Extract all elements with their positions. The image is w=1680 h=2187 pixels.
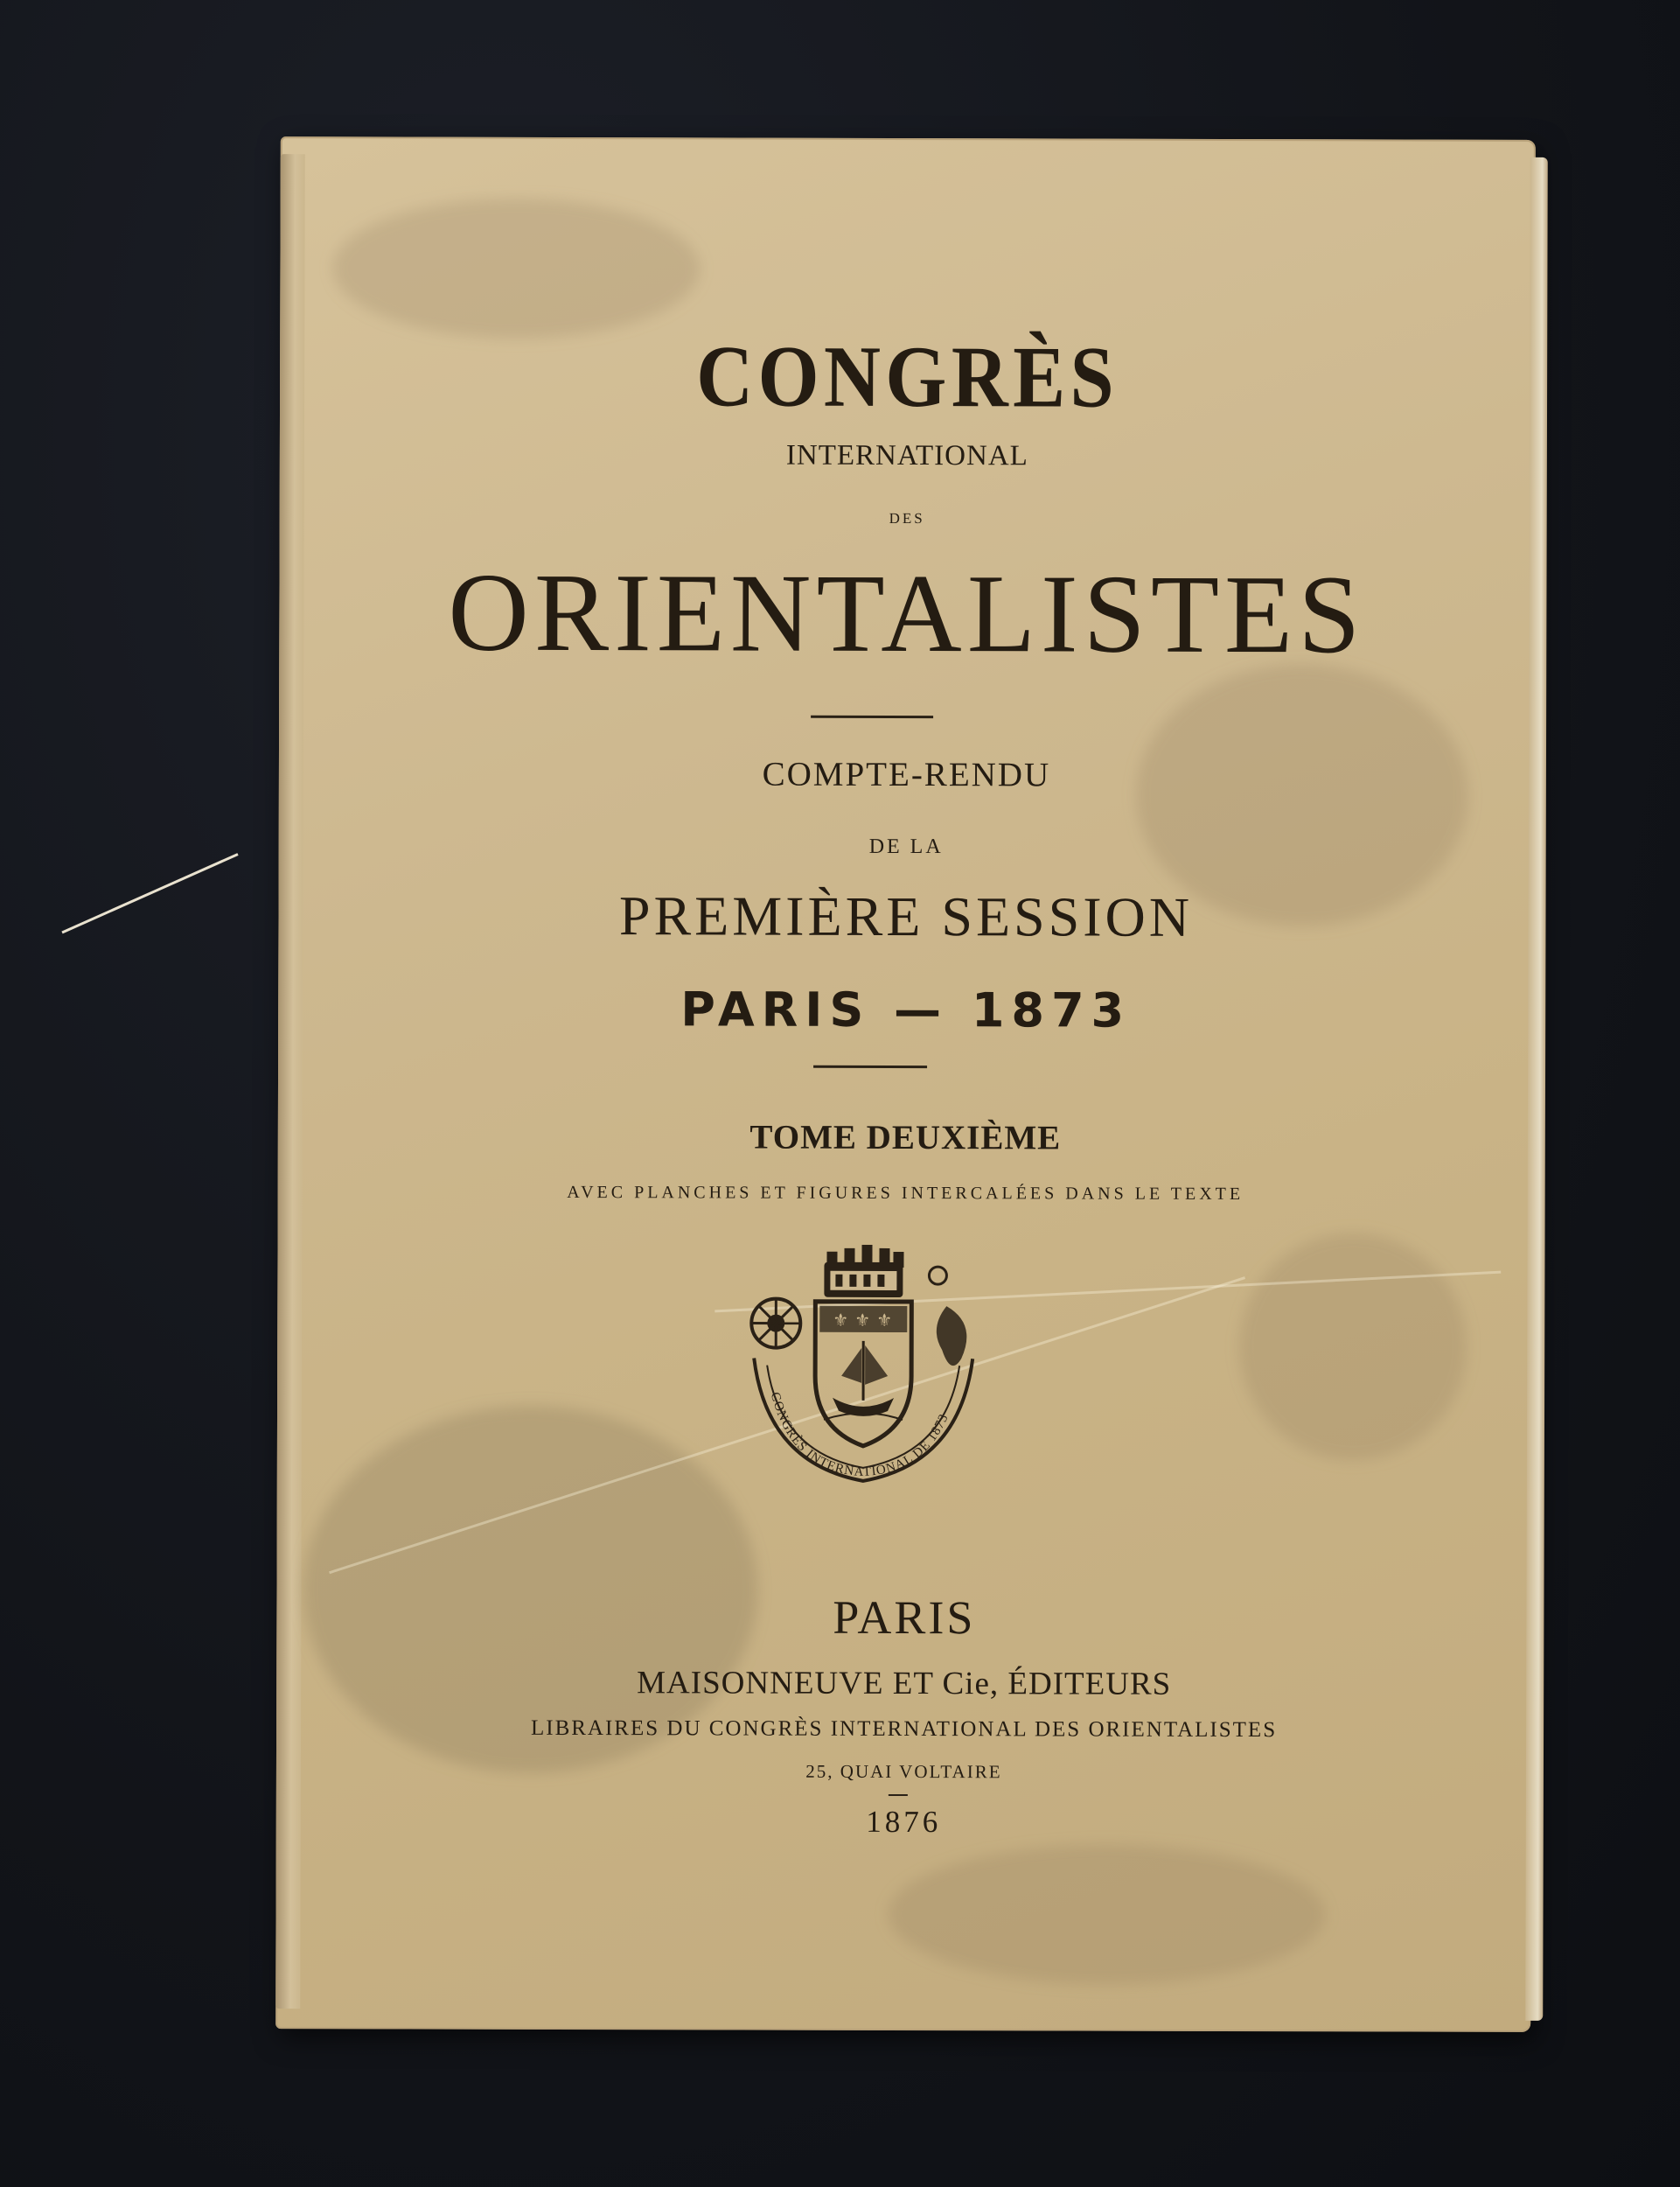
svg-text:CONGRÈS INTERNATIONAL DE 1873 (767, 1391, 952, 1480)
imprint-year: 1876 (866, 1804, 942, 1840)
volume-label: TOME DEUXIÈME (749, 1118, 1062, 1157)
divider-rule (889, 1794, 908, 1796)
title-congres: CONGRÈS (696, 327, 1119, 426)
imprint-libraires: LIBRAIRES DU CONGRÈS INTERNATIONAL DES ORIENTALISTES (530, 1715, 1278, 1743)
imprint-city: PARIS (833, 1590, 976, 1645)
divider-rule (813, 1066, 927, 1068)
congress-emblem-icon (732, 1244, 995, 1507)
title-des: DES (889, 509, 925, 528)
svg-text:⚜: ⚜ (854, 1309, 871, 1331)
volume-note: AVEC PLANCHES ET FIGURES INTERCALÉES DANS LE TEXTE (567, 1182, 1244, 1205)
subtitle-de-la: DE LA (868, 835, 944, 859)
booklet-cover (275, 136, 1536, 2032)
emblem-ribbon-text: CONGRÈS INTERNATIONAL DE 1873 (767, 1390, 952, 1479)
subtitle-premiere-session: PREMIÈRE SESSION (618, 884, 1194, 948)
imprint-address: 25, QUAI VOLTAIRE (805, 1760, 1002, 1783)
subtitle-compte-rendu: COMPTE-RENDU (762, 755, 1051, 794)
svg-text:⚜: ⚜ (833, 1309, 849, 1331)
subtitle-paris-1873: PARIS — 1873 (680, 982, 1132, 1038)
svg-text:⚜: ⚜ (876, 1309, 893, 1331)
imprint-publisher: MAISONNEUVE ET Cie, ÉDITEURS (637, 1665, 1172, 1702)
title-international: INTERNATIONAL (785, 439, 1028, 472)
divider-rule (811, 716, 933, 718)
title-orientalistes: ORIENTALISTES (448, 549, 1366, 677)
